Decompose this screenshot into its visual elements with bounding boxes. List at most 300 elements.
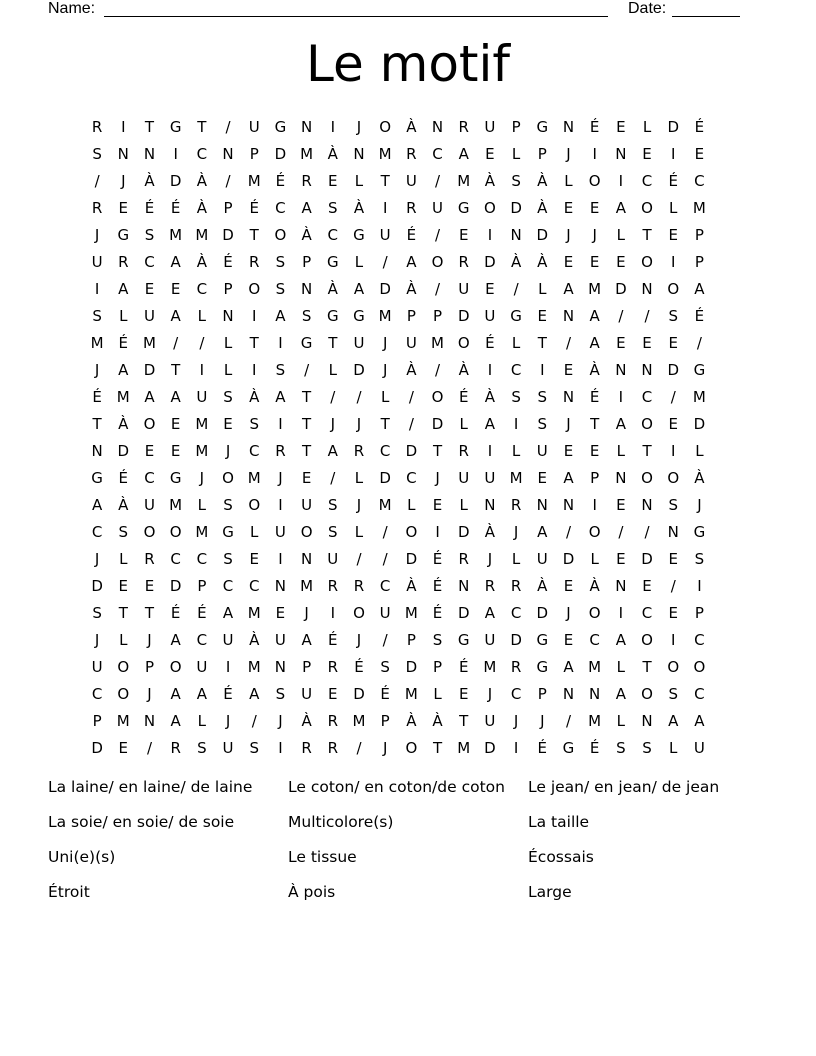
grid-letter: R — [327, 738, 338, 757]
grid-letter: D — [536, 225, 549, 244]
grid-letter: A — [170, 684, 181, 703]
grid-letter: I — [330, 117, 335, 136]
grid-letter: M — [300, 144, 314, 163]
grid-letter: E — [118, 738, 129, 757]
grid-letter: S — [511, 387, 521, 406]
grid-letter: / — [435, 279, 441, 298]
grid-letter: N — [615, 360, 627, 379]
grid-letter: E — [563, 630, 574, 649]
grid-letter: E — [485, 144, 495, 163]
grid-letter: R — [458, 549, 469, 568]
grid-letter: C — [144, 468, 155, 487]
grid-letter: S — [118, 522, 129, 541]
grid-letter: À — [118, 495, 129, 514]
grid-letter: / — [199, 333, 205, 352]
grid-letter: M — [378, 306, 392, 325]
grid-letter: R — [327, 576, 338, 595]
word-list-item: Écossais — [528, 848, 594, 866]
grid-letter: / — [408, 414, 414, 433]
grid-letter: N — [300, 117, 313, 136]
grid-letter: R — [353, 576, 365, 595]
grid-letter: S — [537, 414, 548, 433]
grid-row — [84, 167, 713, 194]
grid-letter: A — [458, 144, 469, 163]
grid-letter: E — [118, 198, 129, 217]
grid-letter: U — [405, 333, 417, 352]
grid-letter: M — [431, 333, 444, 352]
grid-letter: O — [431, 252, 444, 271]
grid-letter: O — [588, 603, 601, 622]
grid-letter: S — [223, 495, 233, 514]
grid-letter: G — [353, 225, 365, 244]
grid-letter: L — [197, 495, 207, 514]
grid-letter: N — [615, 468, 627, 487]
page-title: Le motif — [305, 35, 511, 93]
grid-letter: L — [538, 279, 547, 298]
grid-letter: I — [173, 144, 178, 163]
grid-letter: R — [91, 198, 103, 217]
grid-letter: É — [223, 684, 233, 703]
grid-letter: C — [510, 684, 522, 703]
grid-letter: T — [642, 657, 652, 676]
grid-letter: E — [616, 117, 626, 136]
grid-letter: M — [90, 333, 104, 352]
grid-letter: A — [275, 306, 286, 325]
grid-letter: S — [223, 549, 233, 568]
grid-letter: M — [588, 279, 602, 298]
grid-letter: T — [249, 333, 259, 352]
grid-letter: O — [117, 684, 130, 703]
grid-letter: L — [642, 117, 652, 136]
grid-letter: A — [694, 711, 705, 730]
grid-letter: E — [642, 333, 652, 352]
grid-row — [84, 140, 713, 167]
grid-letter: O — [405, 522, 418, 541]
grid-letter: I — [487, 441, 493, 460]
grid-letter: S — [92, 306, 102, 325]
grid-letter: É — [589, 738, 600, 757]
grid-letter: J — [382, 738, 388, 757]
grid-letter: / — [382, 630, 388, 649]
grid-row — [84, 734, 713, 761]
grid-letter: J — [94, 549, 100, 568]
grid-letter: A — [170, 252, 181, 271]
grid-letter: S — [275, 252, 286, 271]
grid-letter: O — [641, 684, 653, 703]
grid-letter: P — [694, 603, 704, 622]
grid-letter: A — [615, 198, 626, 217]
grid-letter: D — [693, 414, 706, 433]
grid-letter: É — [223, 252, 233, 271]
grid-letter: A — [615, 684, 626, 703]
grid-letter: À — [196, 198, 207, 217]
grid-letter: E — [458, 684, 469, 703]
grid-letter: A — [91, 495, 103, 514]
grid-letter: E — [563, 576, 574, 595]
grid-letter: / — [94, 171, 100, 190]
grid-row — [84, 356, 713, 383]
grid-letter: R — [406, 144, 417, 163]
grid-letter: A — [144, 387, 155, 406]
grid-letter: E — [118, 576, 129, 595]
grid-letter: E — [589, 252, 600, 271]
grid-letter: É — [589, 117, 600, 136]
grid-letter: / — [435, 171, 441, 190]
grid-letter: C — [589, 630, 600, 649]
grid-letter: D — [405, 549, 418, 568]
grid-letter: G — [326, 306, 339, 325]
grid-letter: U — [458, 468, 470, 487]
grid-letter: J — [356, 495, 362, 514]
grid-letter: D — [353, 360, 365, 379]
grid-letter: N — [143, 711, 156, 730]
grid-row — [84, 572, 713, 599]
grid-letter: G — [326, 252, 339, 271]
grid-letter: E — [589, 441, 600, 460]
grid-letter: J — [540, 711, 545, 730]
grid-letter: À — [301, 225, 312, 244]
grid-letter: M — [195, 414, 209, 433]
grid-letter: G — [562, 738, 575, 757]
grid-letter: E — [170, 279, 181, 298]
grid-letter: U — [196, 657, 208, 676]
grid-letter: É — [406, 225, 417, 244]
grid-letter: A — [563, 657, 574, 676]
grid-letter: I — [671, 630, 676, 649]
grid-letter: L — [669, 738, 678, 757]
grid-letter: / — [565, 333, 571, 352]
grid-letter: R — [91, 117, 103, 136]
grid-letter: I — [278, 738, 283, 757]
grid-letter: / — [382, 522, 388, 541]
grid-letter: P — [511, 117, 521, 136]
grid-letter: O — [169, 522, 182, 541]
grid-letter: M — [247, 171, 261, 190]
grid-letter: A — [589, 333, 600, 352]
grid-letter: C — [641, 387, 653, 406]
grid-letter: O — [379, 117, 392, 136]
grid-letter: J — [147, 684, 152, 703]
grid-letter: O — [248, 495, 261, 514]
grid-letter: O — [143, 414, 156, 433]
grid-letter: U — [432, 198, 444, 217]
grid-row — [84, 545, 713, 572]
grid-letter: E — [589, 198, 600, 217]
grid-letter: N — [300, 549, 313, 568]
grid-letter: U — [143, 495, 155, 514]
grid-letter: E — [275, 603, 286, 622]
grid-letter: I — [592, 495, 597, 514]
grid-letter: É — [432, 576, 443, 595]
grid-letter: J — [356, 117, 362, 136]
grid-letter: U — [353, 333, 365, 352]
grid-letter: / — [225, 117, 231, 136]
grid-letter: P — [302, 252, 312, 271]
grid-letter: J — [225, 441, 231, 460]
grid-letter: A — [615, 630, 626, 649]
grid-letter: M — [169, 225, 183, 244]
grid-letter: U — [91, 657, 103, 676]
grid-letter: U — [301, 684, 313, 703]
grid-letter: C — [196, 279, 208, 298]
grid-letter: U — [143, 306, 155, 325]
grid-letter: / — [382, 549, 388, 568]
word-list-item: Le jean/ en jean/ de jean — [528, 778, 720, 796]
grid-letter: E — [563, 360, 574, 379]
grid-letter: U — [484, 630, 496, 649]
grid-letter: O — [641, 414, 653, 433]
grid-letter: G — [117, 225, 130, 244]
date-field-line[interactable] — [672, 16, 740, 17]
grid-letter: I — [278, 495, 283, 514]
grid-letter: S — [380, 657, 390, 676]
grid-letter: G — [693, 522, 706, 541]
grid-letter: P — [406, 306, 416, 325]
grid-letter: J — [356, 414, 362, 433]
grid-letter: L — [354, 522, 364, 541]
grid-row — [84, 491, 713, 518]
grid-letter: E — [668, 333, 678, 352]
name-field-line[interactable] — [104, 16, 608, 17]
grid-letter: D — [169, 171, 182, 190]
grid-letter: G — [91, 468, 103, 487]
grid-letter: I — [671, 252, 676, 271]
grid-letter: L — [407, 495, 416, 514]
grid-letter: M — [352, 711, 366, 730]
grid-letter: L — [354, 468, 364, 487]
grid-letter: S — [275, 360, 286, 379]
grid-letter: N — [641, 279, 653, 298]
grid-letter: J — [513, 711, 519, 730]
grid-letter: G — [353, 306, 365, 325]
grid-letter: L — [459, 495, 468, 514]
grid-letter: U — [484, 117, 496, 136]
grid-letter: I — [487, 360, 493, 379]
grid-letter: S — [694, 549, 705, 568]
grid-letter: E — [563, 252, 574, 271]
grid-row — [84, 410, 713, 437]
grid-letter: I — [252, 306, 257, 325]
grid-letter: N — [510, 225, 522, 244]
grid-letter: C — [196, 144, 208, 163]
word-list-row — [48, 883, 768, 918]
grid-letter: S — [432, 630, 443, 649]
word-list-row — [48, 778, 768, 813]
grid-letter: N — [222, 144, 234, 163]
grid-letter: D — [667, 117, 679, 136]
grid-letter: D — [457, 306, 470, 325]
grid-letter: C — [91, 684, 103, 703]
grid-letter: A — [327, 441, 338, 460]
grid-row — [84, 275, 713, 302]
grid-letter: D — [431, 414, 444, 433]
grid-letter: P — [537, 144, 547, 163]
grid-letter: T — [459, 711, 469, 730]
grid-letter: É — [92, 387, 102, 406]
grid-letter: A — [484, 414, 496, 433]
grid-letter: N — [431, 117, 444, 136]
grid-letter: J — [304, 603, 309, 622]
grid-letter: / — [356, 738, 362, 757]
grid-letter: L — [564, 171, 573, 190]
grid-letter: É — [432, 549, 443, 568]
grid-letter: R — [353, 441, 365, 460]
grid-letter: L — [223, 360, 233, 379]
word-list-item: Multicolore(s) — [288, 813, 394, 831]
grid-letter: R — [510, 657, 522, 676]
grid-letter: É — [668, 171, 678, 190]
grid-letter: / — [435, 225, 441, 244]
grid-letter: T — [144, 117, 155, 136]
grid-letter: O — [667, 279, 680, 298]
grid-letter: É — [118, 468, 129, 487]
grid-row — [84, 437, 713, 464]
grid-letter: L — [119, 306, 128, 325]
grid-letter: L — [616, 657, 626, 676]
grid-letter: C — [327, 225, 339, 244]
grid-letter: À — [406, 117, 417, 136]
grid-letter: N — [562, 495, 575, 514]
grid-letter: D — [641, 549, 653, 568]
grid-letter: R — [249, 252, 260, 271]
grid-letter: J — [435, 468, 440, 487]
grid-letter: U — [274, 522, 286, 541]
grid-letter: C — [91, 522, 103, 541]
grid-letter: J — [94, 225, 100, 244]
grid-letter: S — [144, 225, 155, 244]
grid-letter: L — [223, 333, 233, 352]
grid-letter: L — [511, 549, 521, 568]
grid-letter: N — [615, 576, 627, 595]
grid-letter: S — [668, 684, 678, 703]
grid-letter: R — [118, 252, 129, 271]
grid-letter: É — [694, 117, 705, 136]
grid-letter: P — [380, 711, 390, 730]
grid-letter: / — [356, 387, 362, 406]
name-label: Name: — [48, 0, 96, 17]
grid-letter: / — [356, 549, 362, 568]
grid-letter: J — [278, 711, 283, 730]
grid-letter: O — [667, 657, 680, 676]
grid-letter: / — [644, 522, 650, 541]
grid-letter: O — [641, 468, 653, 487]
grid-letter: I — [618, 603, 624, 622]
grid-letter: E — [170, 414, 181, 433]
grid-letter: E — [537, 468, 548, 487]
grid-letter: J — [487, 684, 493, 703]
grid-letter: I — [199, 360, 205, 379]
grid-letter: D — [457, 522, 470, 541]
grid-letter: É — [118, 333, 129, 352]
grid-letter: À — [537, 171, 548, 190]
grid-letter: E — [668, 549, 678, 568]
grid-letter: O — [484, 198, 496, 217]
grid-letter: C — [248, 576, 260, 595]
grid-letter: É — [249, 198, 259, 217]
grid-letter: L — [590, 549, 599, 568]
grid-row — [84, 626, 713, 653]
grid-letter: E — [537, 306, 548, 325]
grid-letter: S — [249, 414, 259, 433]
word-list — [48, 778, 768, 918]
grid-letter: L — [119, 630, 128, 649]
grid-letter: P — [590, 468, 600, 487]
grid-letter: N — [641, 495, 653, 514]
grid-letter: E — [328, 684, 338, 703]
grid-letter: T — [328, 333, 338, 352]
grid-letter: A — [563, 279, 574, 298]
grid-letter: T — [432, 738, 443, 757]
grid-letter: A — [353, 279, 365, 298]
grid-letter: N — [222, 306, 234, 325]
grid-letter: I — [435, 522, 440, 541]
grid-letter: O — [641, 630, 653, 649]
grid-letter: N — [353, 144, 365, 163]
grid-letter: J — [592, 225, 597, 244]
grid-letter: L — [380, 387, 390, 406]
grid-letter: E — [668, 603, 678, 622]
grid-letter: / — [670, 387, 676, 406]
grid-letter: N — [562, 387, 575, 406]
grid-letter: A — [118, 360, 129, 379]
grid-letter: M — [247, 603, 261, 622]
grid-letter: O — [353, 603, 365, 622]
grid-letter: M — [588, 711, 602, 730]
grid-letter: / — [251, 711, 257, 730]
grid-letter: N — [458, 576, 470, 595]
grid-letter: / — [435, 360, 441, 379]
grid-row — [84, 248, 713, 275]
grid-letter: T — [249, 225, 259, 244]
grid-letter: É — [458, 657, 469, 676]
grid-letter: L — [197, 306, 207, 325]
grid-letter: L — [511, 333, 521, 352]
grid-letter: S — [616, 738, 626, 757]
grid-row — [84, 653, 713, 680]
grid-letter: E — [668, 414, 678, 433]
grid-letter: T — [432, 441, 443, 460]
grid-letter: M — [247, 468, 261, 487]
grid-letter: L — [511, 441, 521, 460]
grid-letter: T — [144, 603, 155, 622]
grid-letter: O — [588, 522, 601, 541]
grid-letter: T — [171, 360, 181, 379]
grid-letter: À — [118, 414, 129, 433]
grid-letter: N — [589, 684, 601, 703]
grid-letter: A — [275, 387, 286, 406]
grid-letter: / — [513, 279, 519, 298]
grid-letter: S — [275, 684, 286, 703]
grid-letter: O — [641, 198, 653, 217]
word-list-item: Large — [528, 883, 572, 901]
grid-letter: M — [195, 522, 209, 541]
grid-row — [84, 302, 713, 329]
grid-letter: À — [589, 360, 600, 379]
grid-letter: D — [510, 198, 522, 217]
grid-letter: N — [615, 144, 627, 163]
grid-letter: À — [301, 711, 312, 730]
grid-letter: D — [117, 441, 130, 460]
grid-letter: I — [278, 414, 283, 433]
grid-letter: U — [379, 225, 391, 244]
grid-letter: C — [379, 441, 391, 460]
grid-letter: E — [144, 441, 155, 460]
grid-letter: P — [223, 279, 233, 298]
grid-letter: A — [170, 306, 181, 325]
grid-letter: À — [327, 144, 338, 163]
grid-letter: É — [380, 684, 390, 703]
grid-letter: À — [458, 360, 469, 379]
